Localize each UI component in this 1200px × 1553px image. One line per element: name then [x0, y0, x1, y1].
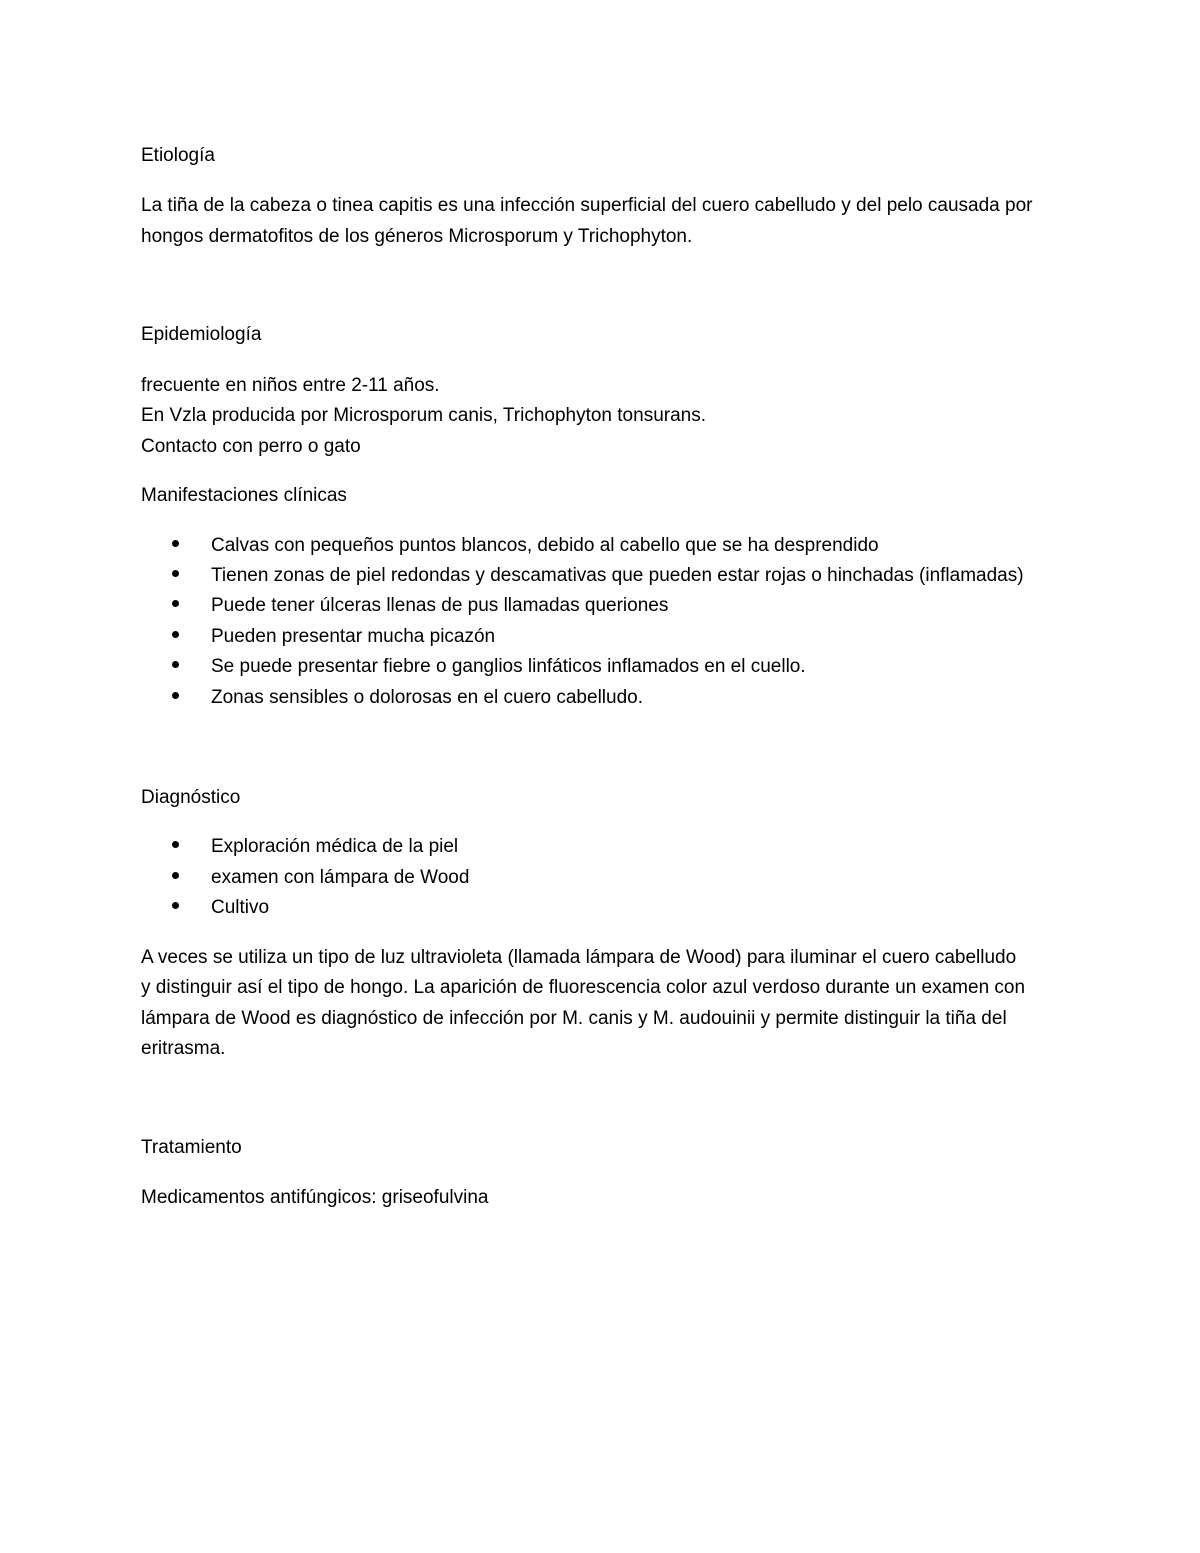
- list-item: [172, 866, 470, 890]
- heading-tratamiento: Tratamiento: [141, 1137, 242, 1158]
- bullet-icon: [172, 600, 179, 607]
- list-item: [172, 625, 496, 649]
- bullet-icon: [172, 692, 179, 699]
- bullet-icon: [172, 902, 179, 909]
- bullet-icon: [172, 841, 179, 848]
- heading-manifestaciones: Manifestaciones clínicas: [141, 485, 347, 506]
- bullet-icon: [172, 631, 179, 638]
- diagnostico-paragraph-line-2: y distinguir así el tipo de hongo. La aparición de fluorescencia color azul verdoso durante un examen con: [141, 977, 1026, 998]
- list-item: [172, 564, 1024, 588]
- list-item-text: Exploración médica de la piel: [211, 836, 459, 857]
- list-item-text: Calvas con pequeños puntos blancos, debido al cabello que se ha desprendido: [211, 535, 879, 556]
- list-item: [172, 896, 270, 920]
- epidemiologia-line-1: frecuente en niños entre 2-11 años.: [141, 375, 440, 396]
- bullet-icon: [172, 661, 179, 668]
- bullet-icon: [172, 570, 179, 577]
- list-item: [172, 686, 643, 710]
- list-item: [172, 655, 806, 679]
- heading-diagnostico: Diagnóstico: [141, 787, 241, 808]
- list-item-text: Zonas sensibles o dolorosas en el cuero cabelludo.: [211, 687, 643, 708]
- diagnostico-paragraph-line-3: lámpara de Wood es diagnóstico de infección por M. canis y M. audouinii y permite distinguir la tiña del: [141, 1008, 1007, 1029]
- list-item: [172, 835, 459, 859]
- heading-etiologia: Etiología: [141, 145, 215, 166]
- list-item-text: Cultivo: [211, 897, 270, 918]
- heading-epidemiologia: Epidemiología: [141, 324, 262, 345]
- etiologia-line-2: hongos dermatofitos de los géneros Microsporum y Trichophyton.: [141, 226, 693, 247]
- list-item: [172, 594, 669, 618]
- diagnostico-paragraph-line-1: A veces se utiliza un tipo de luz ultravioleta (llamada lámpara de Wood) para iluminar el cuero cabelludo: [141, 947, 1017, 968]
- list-item: [172, 534, 879, 558]
- list-item-text: Tienen zonas de piel redondas y descamativas que pueden estar rojas o hinchadas (inflamadas): [211, 565, 1024, 586]
- list-item-text: Puede tener úlceras llenas de pus llamadas queriones: [211, 595, 669, 616]
- bullet-icon: [172, 540, 179, 547]
- list-item-text: Se puede presentar fiebre o ganglios linfáticos inflamados en el cuello.: [211, 656, 806, 677]
- epidemiologia-line-2: En Vzla producida por Microsporum canis, Trichophyton tonsurans.: [141, 405, 706, 426]
- epidemiologia-line-3: Contacto con perro o gato: [141, 436, 361, 457]
- diagnostico-paragraph-line-4: eritrasma.: [141, 1038, 226, 1059]
- list-item-text: examen con lámpara de Wood: [211, 867, 470, 888]
- bullet-icon: [172, 872, 179, 879]
- tratamiento-line-1: Medicamentos antifúngicos: griseofulvina: [141, 1187, 489, 1208]
- etiologia-line-1: La tiña de la cabeza o tinea capitis es una infección superficial del cuero cabelludo y del pelo causada por: [141, 195, 1033, 216]
- list-item-text: Pueden presentar mucha picazón: [211, 626, 496, 647]
